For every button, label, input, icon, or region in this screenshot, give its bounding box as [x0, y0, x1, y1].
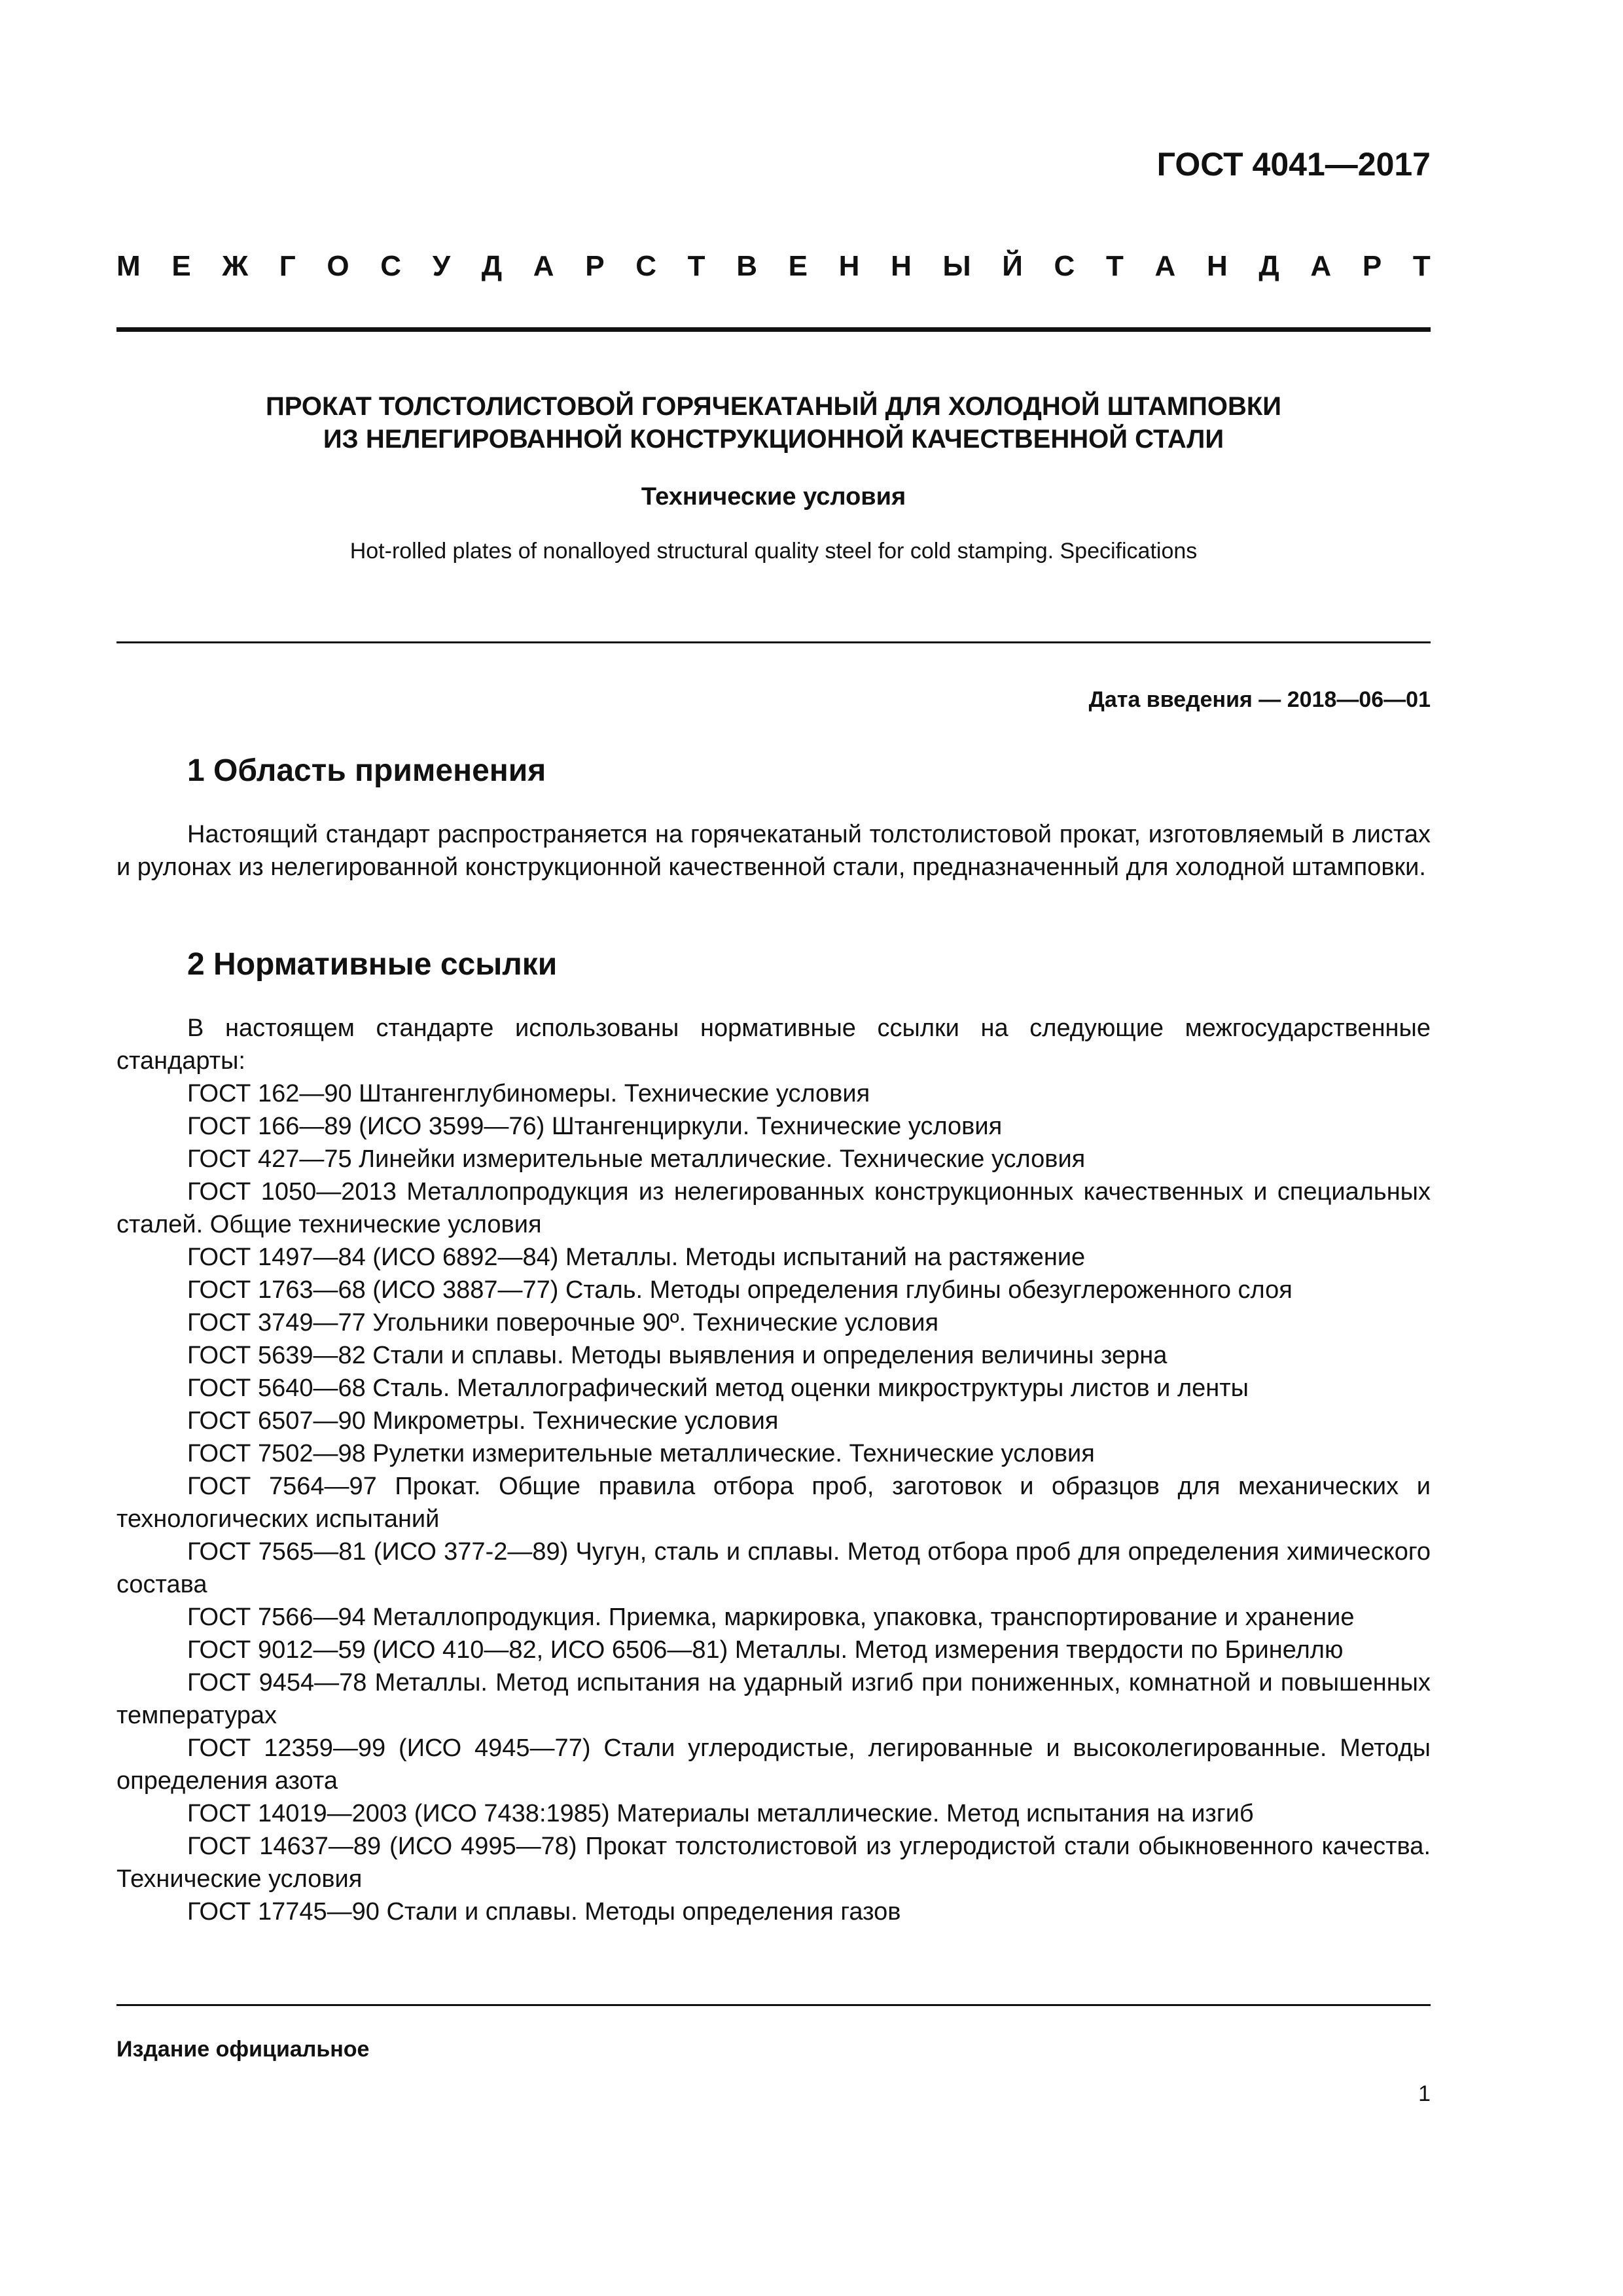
gost-code: ГОСТ 4041—2017	[1156, 146, 1431, 183]
interstate-letter: Г	[279, 250, 296, 282]
reference-item: ГОСТ 1497—84 (ИСО 6892—84) Металлы. Методы испытаний на растяжение	[187, 1244, 1086, 1271]
standard-letter: Т	[1412, 250, 1431, 282]
document-title-line-2: ИЗ НЕЛЕГИРОВАННОЙ КОНСТРУКЦИОННОЙ КАЧЕСТВЕННОЙ СТАЛИ	[323, 425, 1224, 454]
interstate-letter: Е	[788, 250, 808, 282]
interstate-letter: О	[327, 250, 349, 282]
reference-item: ГОСТ 5639—82 Стали и сплавы. Методы выявления и определения величины зерна	[187, 1342, 1168, 1369]
interstate-letter: Т	[687, 250, 705, 282]
reference-item: ГОСТ 12359—99 (ИСО 4945—77) Стали углеродистые, легированные и высоколегированные. Методы определения азота	[116, 1734, 1431, 1795]
reference-item: ГОСТ 7502—98 Рулетки измерительные металлические. Технические условия	[187, 1440, 1095, 1467]
section-2-heading: 2 Нормативные ссылки	[187, 947, 558, 982]
interstate-letter: Н	[891, 250, 912, 282]
interstate-letter: М	[116, 250, 141, 282]
introduction-date: Дата введения — 2018—06—01	[1088, 687, 1431, 712]
page-number: 1	[1418, 2081, 1431, 2106]
standard-letter: Д	[1258, 250, 1279, 282]
normative-references-list	[116, 1077, 1431, 1928]
reference-item: ГОСТ 427—75 Линейки измерительные металлические. Технические условия	[187, 1145, 1086, 1173]
document-title-line-1: ПРОКАТ ТОЛСТОЛИСТОВОЙ ГОРЯЧЕКАТАНЫЙ ДЛЯ ХОЛОДНОЙ ШТАМПОВКИ	[266, 392, 1281, 421]
reference-item: ГОСТ 9454—78 Металлы. Метод испытания на ударный изгиб при пониженных, комнатной и повышенных температурах	[116, 1669, 1431, 1729]
header-divider-thick	[116, 327, 1431, 332]
interstate-letter: А	[533, 250, 554, 282]
interstate-letter: Р	[585, 250, 605, 282]
interstate-letter: У	[432, 250, 451, 282]
reference-item: ГОСТ 7564—97 Прокат. Общие правила отбора проб, заготовок и образцов для механических и технологических испытаний	[116, 1473, 1431, 1533]
interstate-letter: Н	[838, 250, 860, 282]
reference-item: ГОСТ 9012—59 (ИСО 410—82, ИСО 6506—81) Металлы. Метод измерения твердости по Бринеллю	[187, 1636, 1344, 1664]
section-1-heading: 1 Область применения	[187, 753, 546, 788]
reference-item: ГОСТ 5640—68 Сталь. Металлографический метод оценки микроструктуры листов и ленты	[187, 1374, 1249, 1402]
standard-letter: Н	[1206, 250, 1228, 282]
reference-item: ГОСТ 6507—90 Микрометры. Технические условия	[187, 1407, 779, 1435]
reference-item: ГОСТ 14637—89 (ИСО 4995—78) Прокат толстолистовой из углеродистой стали обыкновенного качества. Технические условия	[116, 1833, 1431, 1893]
reference-item: ГОСТ 17745—90 Стали и сплавы. Методы определения газов	[187, 1898, 901, 1926]
standard-letter: А	[1154, 250, 1176, 282]
interstate-letter: Ж	[222, 250, 249, 282]
section-1-body: Настоящий стандарт распространяется на горячекатаный толстолистовой прокат, изготовляемый в листах и рулонах из нелегированной конструкционной качественной стали, предназначенный для холодной штамповки.	[116, 821, 1431, 881]
interstate-letter: С	[635, 250, 656, 282]
reference-item: ГОСТ 1763—68 (ИСО 3887—77) Сталь. Методы определения глубины обезуглероженного слоя	[187, 1276, 1293, 1304]
title-block	[116, 390, 1431, 564]
interstate-letter: В	[736, 250, 757, 282]
reference-item: ГОСТ 1050—2013 Металлопродукция из нелегированных конструкционных качественных и специальных сталей. Общие технические условия	[116, 1178, 1431, 1238]
interstate-standard-banner	[116, 243, 1431, 289]
standard-letter: С	[1054, 250, 1075, 282]
reference-item: ГОСТ 7566—94 Металлопродукция. Приемка, маркировка, упаковка, транспортирование и хранение	[187, 1604, 1355, 1631]
reference-item: ГОСТ 14019—2003 (ИСО 7438:1985) Материалы металлические. Метод испытания на изгиб	[187, 1800, 1254, 1827]
interstate-letter: С	[380, 250, 402, 282]
standard-letter: Р	[1362, 250, 1382, 282]
footer-divider	[116, 2004, 1431, 2006]
standard-letter: А	[1310, 250, 1332, 282]
title-divider	[116, 641, 1431, 643]
interstate-letter: Ы	[942, 250, 971, 282]
standard-letter: Т	[1105, 250, 1124, 282]
document-subtitle: Технические условия	[641, 483, 906, 511]
english-title: Hot-rolled plates of nonalloyed structural quality steel for cold stamping. Specifications	[349, 539, 1198, 564]
interstate-letter: Д	[481, 250, 503, 282]
reference-item: ГОСТ 166—89 (ИСО 3599—76) Штангенциркули. Технические условия	[187, 1113, 1003, 1140]
section-2-intro: В настоящем стандарте использованы нормативные ссылки на следующие межгосударственные стандарты:	[116, 1014, 1431, 1075]
interstate-letter: Й	[1002, 250, 1023, 282]
reference-item: ГОСТ 7565—81 (ИСО 377-2—89) Чугун, сталь и сплавы. Метод отбора проб для определения химического состава	[116, 1538, 1431, 1598]
official-edition-label: Издание официальное	[116, 2037, 370, 2062]
interstate-letter: Е	[171, 250, 191, 282]
reference-item: ГОСТ 3749—77 Угольники поверочные 90º. Технические условия	[187, 1309, 939, 1336]
reference-item: ГОСТ 162—90 Штангенглубиномеры. Технические условия	[187, 1080, 870, 1107]
